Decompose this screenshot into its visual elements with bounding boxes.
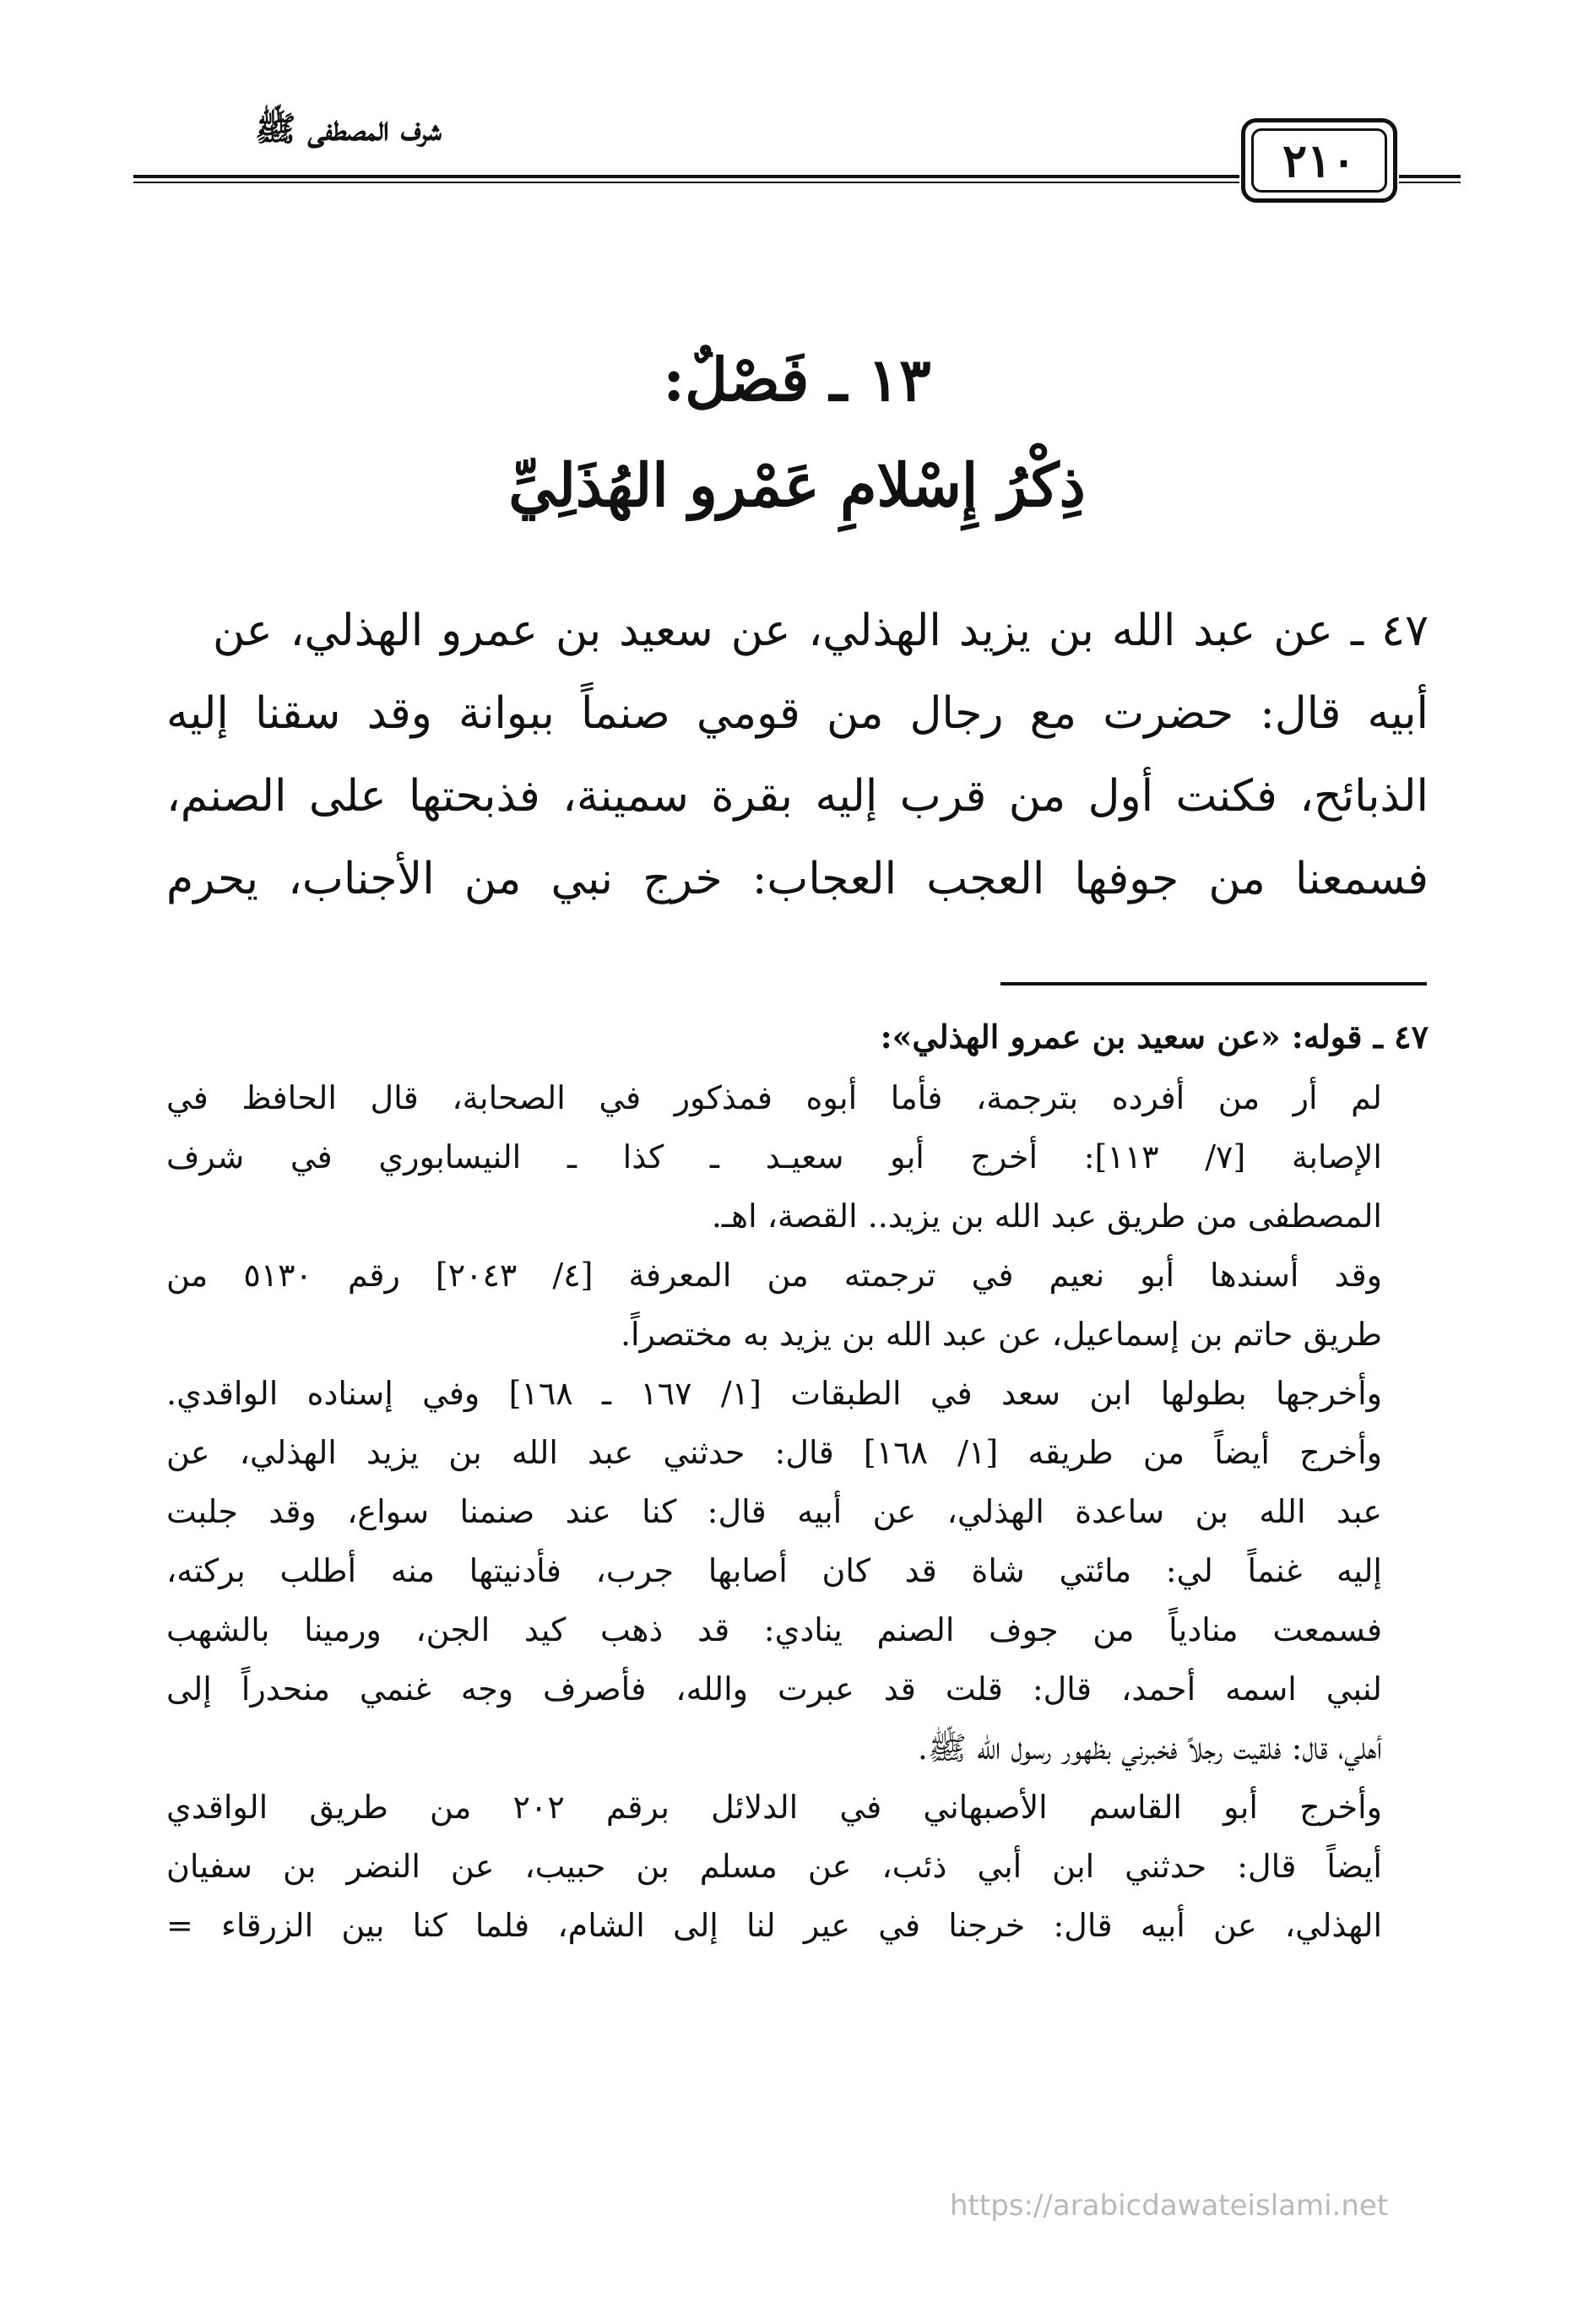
footnote-line: وقد أسندها أبو نعيم في ترجمته من المعرفة [٤/ ٢٠٤٣] رقم ٥١٣٠ من — [166, 1257, 1382, 1294]
page-number: ٢١٠ — [1251, 128, 1387, 193]
footnote-heading: ٤٧ ـ قوله: «عن سعيد بن عمرو الهذلي»: — [880, 1018, 1429, 1056]
watermark-url: https://arabicdawateislami.net — [950, 2189, 1389, 2223]
header-rule-left — [1399, 175, 1461, 178]
footnotes — [166, 1009, 1429, 2191]
main-text-line: ٤٧ ـ عن عبد الله بن يزيد الهذلي، عن سعيد بن عمرو الهذلي، عن — [213, 605, 1429, 656]
footnote-line: وأخرج أيضاً من طريقه [١/ ١٦٨] قال: حدثني عبد الله بن يزيد الهذلي، عن — [166, 1434, 1382, 1471]
footnote-line: الهذلي، عن أبيه قال: خرجنا في عير لنا إلى الشام، فلما كنا بين الزرقاء = — [166, 1907, 1382, 1944]
running-title: شرف المصطفى ﷺ — [255, 109, 442, 149]
main-text-line: فسمعنا من جوفها العجب العجاب: خرج نبي من الأجناب، يحرم — [166, 854, 1429, 904]
footnote-line: أيضاً قال: حدثني ابن أبي ذئب، عن مسلم بن حبيب، عن النضر بن سفيان — [166, 1848, 1382, 1885]
page-number-frame — [1241, 118, 1397, 203]
footnote-line: أهلي، قال: فلقيت رجلاً فخبرني بظهور رسول الله ﷺ. — [917, 1729, 1382, 1767]
chapter-title: ذِكْرُ إِسْلامِ عَمْرو الهُذَلِيِّ — [508, 450, 1086, 520]
header-rule-left-thin — [1399, 182, 1461, 183]
main-text — [166, 591, 1429, 929]
footnote-line: لنبي اسمه أحمد، قال: قلت قد عبرت والله، فأصرف وجه غنمي منحدراً إلى — [166, 1670, 1382, 1708]
header-rule-right-thin — [133, 182, 1239, 183]
footnote-line: وأخرج أبو القاسم الأصبهاني في الدلائل برقم ٢٠٢ من طريق الواقدي — [166, 1789, 1382, 1826]
header-rule-right — [133, 175, 1239, 178]
chapter-number-heading: ١٣ ـ فَصْلٌ: — [663, 345, 931, 415]
main-text-line: الذبائح، فكنت أول من قرب إليه بقرة سمينة، فذبحتها على الصنم، — [166, 771, 1429, 822]
footnote-line: وأخرجها بطولها ابن سعد في الطبقات [١/ ١٦٧ ـ ١٦٨] وفي إسناده الواقدي. — [166, 1375, 1382, 1412]
footnote-line: الإصابة [٧/ ١١٣]: أخرج أبو سعيـد ـ كذا ـ النيسابوري في شرف — [166, 1138, 1382, 1176]
main-text-line: أبيه قال: حضرت مع رجال من قومي صنماً ببوانة وقد سقنا إليه — [166, 688, 1429, 739]
footnote-line: فسمعت منادياً من جوف الصنم ينادي: قد ذهب كيد الجن، ورمينا بالشهب — [166, 1611, 1382, 1648]
footnote-line: إليه غنماً لي: مائتي شاة قد كان أصابها جرب، فأدنيتها منه أطلب بركته، — [166, 1552, 1382, 1589]
footnote-line: لم أر من أفرده بترجمة، فأما أبوه فمذكور في الصحابة، قال الحافظ في — [166, 1079, 1382, 1116]
footnote-line: عبد الله بن ساعدة الهذلي، عن أبيه قال: كنا عند صنمنا سواع، وقد جلبت — [166, 1493, 1382, 1530]
footnote-line: طريق حاتم بن إسماعيل، عن عبد الله بن يزيد به مختصراً. — [620, 1316, 1382, 1353]
footnote-line: المصطفى من طريق عبد الله بن يزيد.. القصة، اهـ. — [711, 1197, 1382, 1235]
footnote-separator — [1000, 982, 1427, 986]
